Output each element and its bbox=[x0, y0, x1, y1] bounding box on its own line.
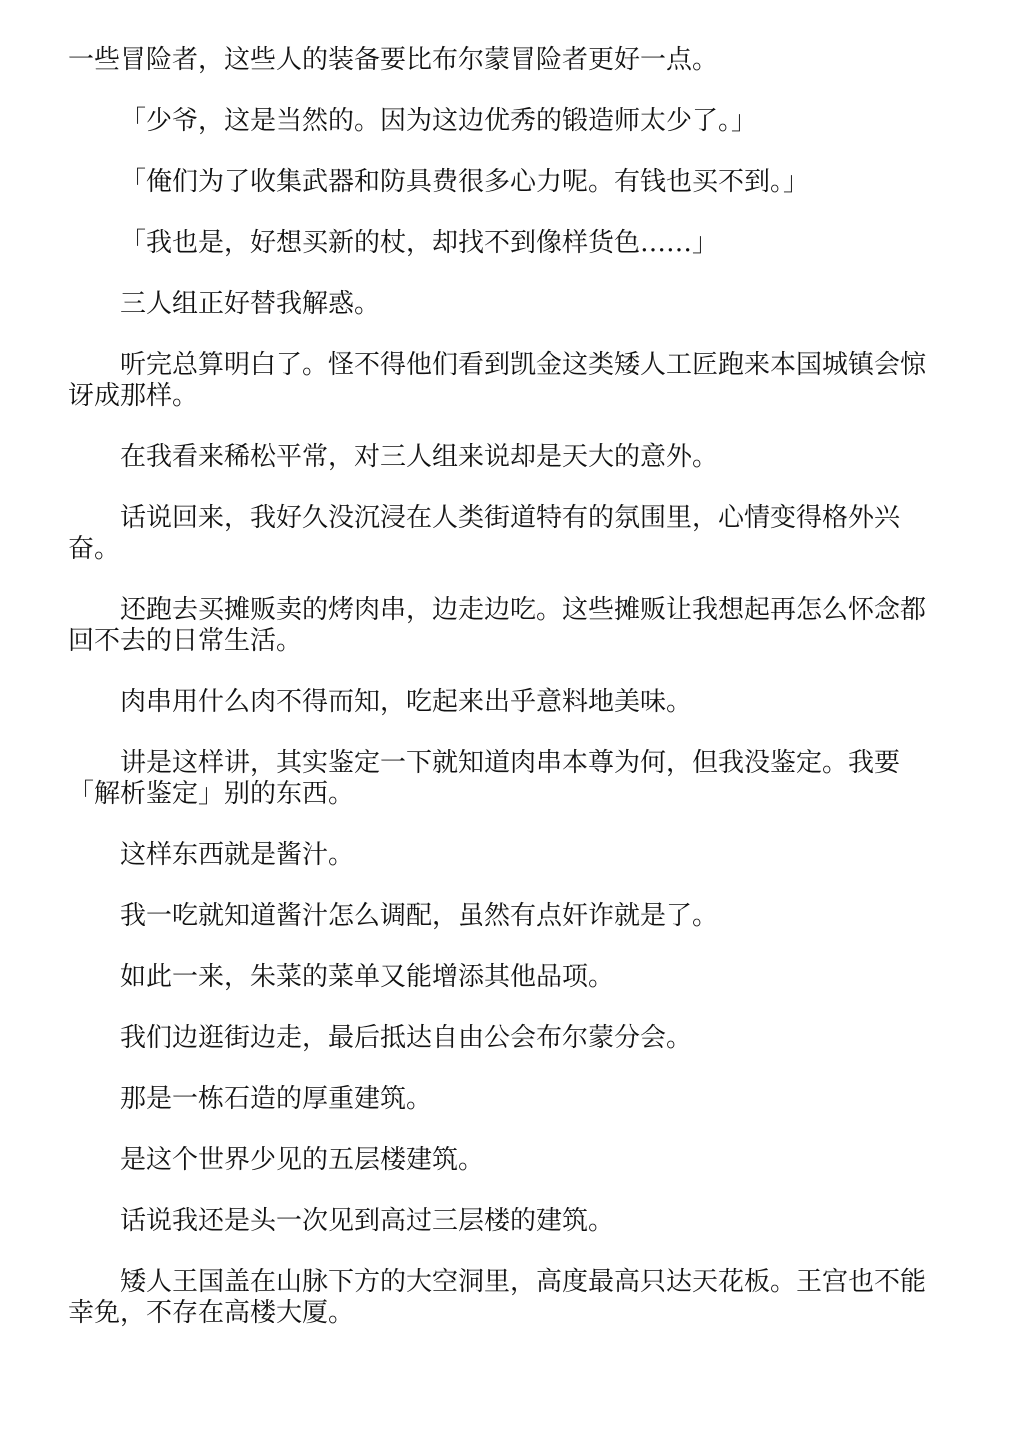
paragraph-5: 三人组正好替我解惑。 bbox=[120, 289, 381, 319]
document-page bbox=[68, 45, 948, 1359]
paragraph-12: 这样东西就是酱汁。 bbox=[120, 840, 355, 870]
paragraph-18: 话说我还是头一次见到高过三层楼的建筑。 bbox=[120, 1206, 615, 1236]
paragraph-14: 如此一来，朱菜的菜单又能增添其他品项。 bbox=[120, 962, 615, 992]
paragraph-7: 在我看来稀松平常，对三人组来说却是天大的意外。 bbox=[120, 442, 719, 472]
paragraph-1: 一些冒险者，这些人的装备要比布尔蒙冒险者更好一点。 bbox=[68, 45, 719, 75]
paragraph-9: 还跑去买摊贩卖的烤肉串，边走边吃。这些摊贩让我想起再怎么怀念都回不去的日常生活。 bbox=[68, 595, 927, 656]
paragraph-4: 「我也是，好想买新的杖，却找不到像样货色……」 bbox=[120, 228, 719, 258]
paragraph-6: 听完总算明白了。怪不得他们看到凯金这类矮人工匠跑来本国城镇会惊讶成那样。 bbox=[68, 350, 927, 411]
paragraph-13: 我一吃就知道酱汁怎么调配，虽然有点奸诈就是了。 bbox=[120, 901, 719, 931]
paragraph-11: 讲是这样讲，其实鉴定一下就知道肉串本尊为何，但我没鉴定。我要「解析鉴定」别的东西。 bbox=[68, 748, 901, 809]
paragraph-19: 矮人王国盖在山脉下方的大空洞里，高度最高只达天花板。王宫也不能幸免，不存在高楼大厦。 bbox=[68, 1267, 927, 1328]
paragraph-10: 肉串用什么肉不得而知，吃起来出乎意料地美味。 bbox=[120, 687, 693, 717]
paragraph-8: 话说回来，我好久没沉浸在人类街道特有的氛围里，心情变得格外兴奋。 bbox=[68, 503, 901, 564]
paragraph-16: 那是一栋石造的厚重建筑。 bbox=[120, 1084, 433, 1114]
paragraph-15: 我们边逛街边走，最后抵达自由公会布尔蒙分会。 bbox=[120, 1023, 693, 1053]
paragraph-3: 「俺们为了收集武器和防具费很多心力呢。有钱也买不到。」 bbox=[120, 167, 810, 197]
paragraph-2: 「少爷，这是当然的。因为这边优秀的锻造师太少了。」 bbox=[120, 106, 758, 136]
paragraph-17: 是这个世界少见的五层楼建筑。 bbox=[120, 1145, 485, 1175]
